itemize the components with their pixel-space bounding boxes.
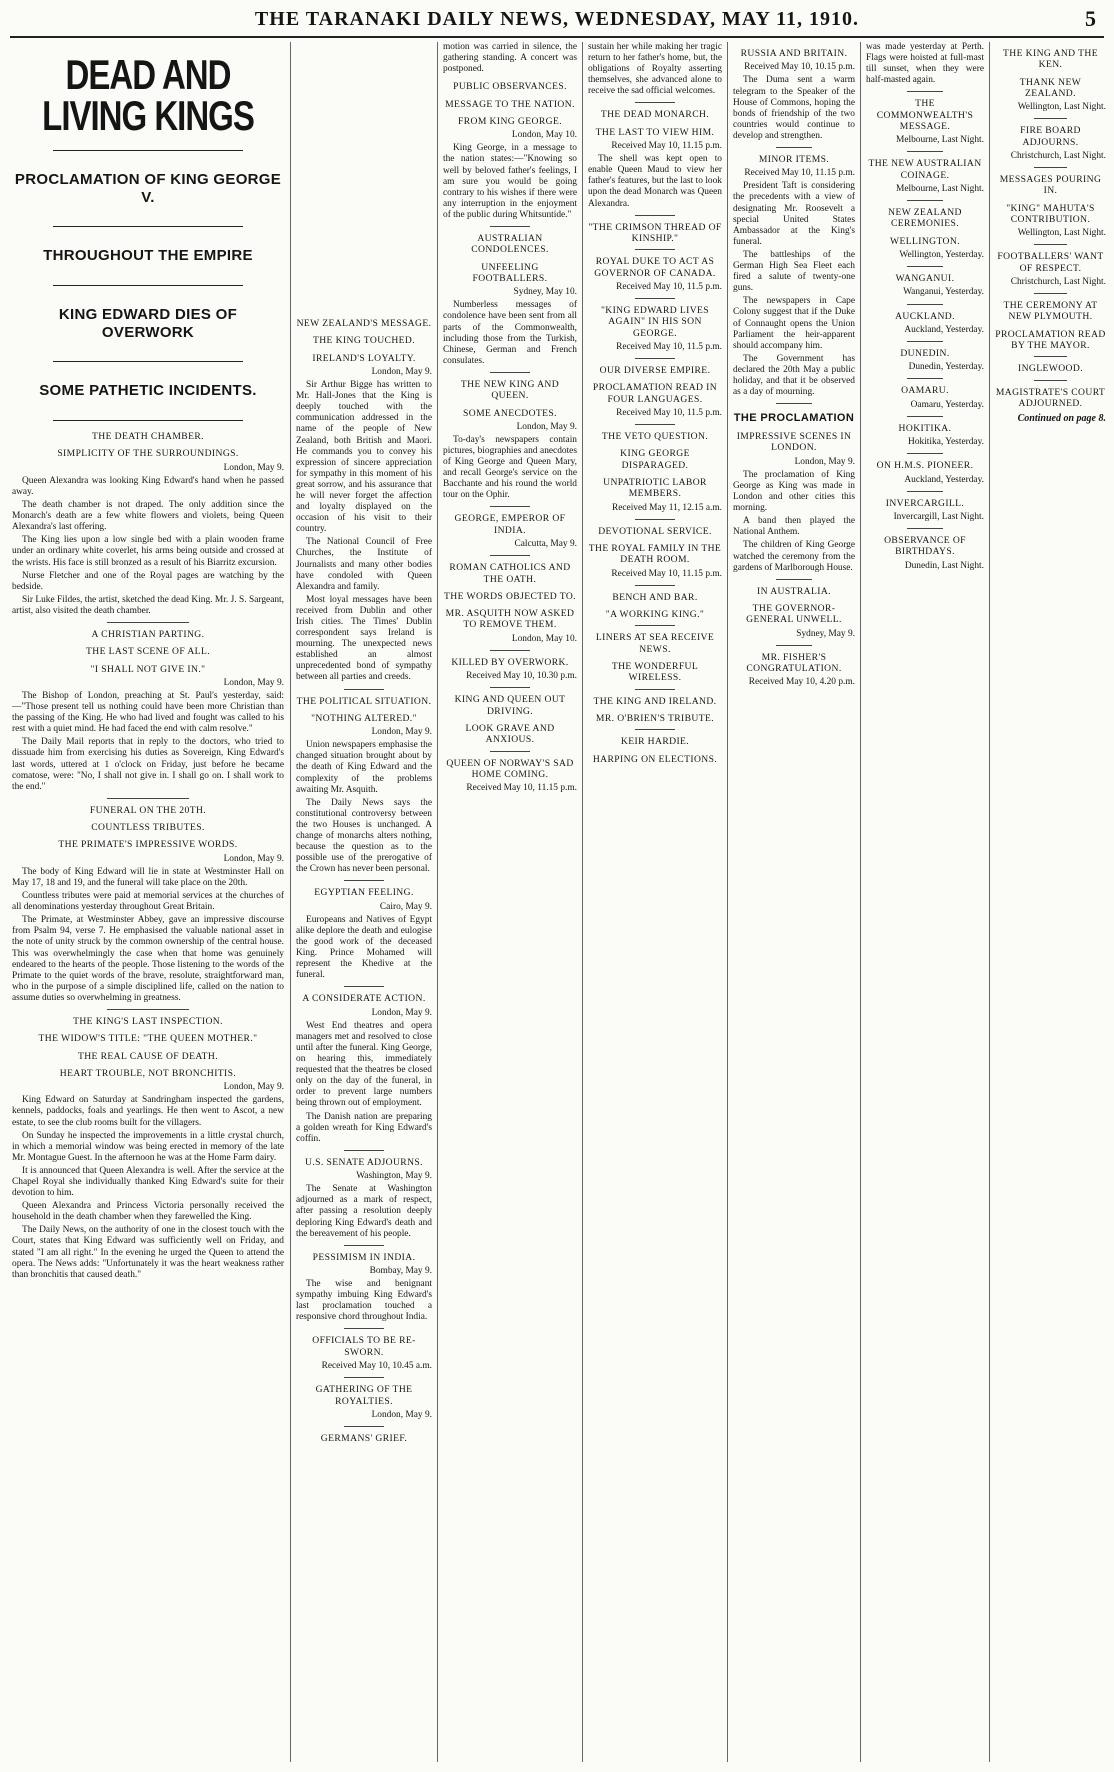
paragraph: Most loyal messages have been received from Dublin and other Irish cities. The Times' Dublin correspondent says Ireland is mourning. The unexpected news established an almost unprecedented bond of sympathy between all parties and creeds. [296,594,432,683]
divider [490,650,530,651]
section-heading: MAGISTRATE'S COURT ADJOURNED. [995,386,1106,409]
divider [107,1009,189,1010]
section-heading: EGYPTIAN FEELING. [314,887,414,899]
section-subheading: THE WORDS OBJECTED TO. [444,590,576,602]
paragraph: Queen Alexandra was looking King Edward's hand when he passed away. [12,475,284,497]
divider [344,1245,385,1246]
section-heading: "THE CRIMSON THREAD OF KINSHIP." [588,221,722,244]
section-heading: U.S. SENATE ADJOURNS. [305,1156,423,1168]
divider [776,403,813,404]
divider [344,1426,385,1427]
paragraph: The National Council of Free Churches, the Institute of Journalists and many other bodies have condoled with Queen Alexandra and family. [296,537,432,592]
dateline: Received May 10, 11.15 p.m. [744,168,855,179]
masthead-title: THE TARANAKI DAILY NEWS, WEDNESDAY, MAY 11, 1910. [254,8,860,30]
dateline: Wellington, Yesterday. [899,250,984,261]
section-heading: PESSIMISM IN INDIA. [312,1251,416,1263]
section-subheading: SIMPLICITY OF THE SURROUNDINGS. [57,448,239,460]
column-4 [588,42,722,1762]
deck-headline: PROCLAMATION OF KING GEORGE V. [14,171,282,206]
dateline: Received May 10, 4.20 p.m. [748,677,855,688]
column-rule [437,42,438,1762]
section-subheading: "I SHALL NOT GIVE IN." [90,663,206,675]
section-heading: THE KING'S LAST INSPECTION. [73,1016,223,1027]
dateline: Dunedin, Last Night. [904,560,984,571]
dateline: London, May 10. [511,130,577,141]
column-7 [995,42,1106,1762]
paragraph: The Primate, at Westminster Abbey, gave an impressive discourse from Psalm 94, verse 7. He emphasised the valuable national asset in the note of unity struck by the common ownership of the central house. This was overwhelmingly the case when that home was genuinely endeared to the hearts of the people. Those listening to the words of the Primate to the quiet words of the brave, resolute, straightforward man, who in the purpose of a simple disciplined life, called on the nation to assume duties so overwhelming in greatness. [12,915,284,1003]
section-subheading: FROM KING GEORGE. [457,115,563,127]
deck-headline: SOME PATHETIC INCIDENTS. [39,382,257,400]
section-heading: ROMAN CATHOLICS AND THE OATH. [449,562,571,585]
divider [907,453,942,454]
section-subheading: MESSAGE TO THE NATION. [445,98,575,110]
divider [907,491,942,492]
paragraph: King Edward on Saturday at Sandringham inspected the gardens, kennels, paddocks, foals and yearlings. He then went to Ascot, a new estate, to see the club rooms built for the villagers. [12,1095,284,1128]
dateline: Wellington, Last Night. [1017,102,1106,113]
divider [635,358,675,359]
dateline: London, May 9. [223,462,284,473]
divider [490,372,530,373]
divider [53,226,243,227]
divider [907,91,942,92]
section-heading: THE KING AND THE KEN. [1003,48,1098,71]
divider [490,226,530,227]
dateline: London, May 9. [794,456,855,467]
section-subheading: THE LAST SCENE OF ALL. [85,646,211,658]
paragraph: The Duma sent a warm telegram to the Speaker of the House of Commons, hoping the bonds of friendship of the two countries would continue to develop and strengthen. [733,75,855,141]
divider [1034,118,1067,119]
divider [53,420,243,421]
paragraph: Europeans and Natives of Egypt alike deplore the death and eulogise the good work of the deceased King. Prince Mohamed will represent the Khedive at the funeral. [296,914,432,981]
dateline: Invercargill, Last Night. [893,511,984,522]
section-heading: "KING EDWARD LIVES AGAIN" IN HIS SON GEORGE. [600,305,710,339]
paragraph: It is announced that Queen Alexandra is well. After the service at the Chapel Royal she individually thanked King Edward's suite for their devotion to him. [12,1165,284,1199]
section-heading: QUEEN OF NORWAY'S SAD HOME COMING. [446,757,574,780]
column-3 [443,42,577,1762]
section-subheading: THE WIDOW'S TITLE: "THE QUEEN MOTHER." [38,1033,258,1045]
dateline: London, May 10. [511,633,577,644]
section-heading: FOOTBALLERS' WANT OF RESPECT. [997,251,1104,274]
dateline: Received May 10, 10.45 a.m. [321,1361,432,1372]
section-subheading: IRELAND'S LOYALTY. [312,352,416,364]
section-heading: A CONSIDERATE ACTION. [302,993,426,1005]
paragraph: A band then played the National Anthem. [733,516,855,538]
column-rule [860,42,861,1762]
page-number: 5 [1085,6,1096,31]
section-heading: ROYAL DUKE TO ACT AS GOVERNOR OF CANADA. [594,256,716,279]
section-heading: THE VETO QUESTION. [601,431,709,443]
dateline: Hokitika, Yesterday. [908,437,984,448]
divider [635,102,675,103]
divider [344,986,385,987]
paragraph: The Senate at Washington adjourned as a mark of respect, after passing a resolution deeply deploring King Edward's death and the bereavement of his people. [296,1184,432,1239]
divider [53,361,243,362]
paragraph: The wise and benignant sympathy imbuing King Edward's last proclamation touched a responsive chord throughout India. [296,1279,432,1323]
continued-notice: Continued on page 8. [1017,413,1106,425]
dateline: Oamaru, Yesterday. [910,399,984,410]
divider [907,266,942,267]
paragraph: motion was carried in silence, the gathering standing. A concert was postponed. [443,42,577,75]
section-heading: KEIR HARDIE. [620,736,690,748]
paragraph: The shell was kept open to enable Queen Maud to view her father's features, but the last to look upon the dead Monarch was Queen Alexandra. [588,154,722,209]
section-subheading: LOOK GRAVE AND ANXIOUS. [465,722,555,746]
divider [344,689,385,690]
paragraph: Sir Luke Fildes, the artist, sketched the dead King. Mr. J. S. Sargeant, artist, also visited the death chamber. [12,594,284,616]
divider [53,285,243,286]
paragraph: To-day's newspapers contain pictures, biographies and anecdotes of King George and Queen Mary, and recall George's service on the Bacchante and his round the world tour on the Ophir. [443,434,577,501]
section-subheading: THE WONDERFUL WIRELESS. [611,661,699,684]
section-heading: FIRE BOARD ADJOURNS. [1020,125,1081,148]
dateline: Sydney, May 9. [796,628,855,639]
divider [907,416,942,417]
section-heading: OUR DIVERSE EMPIRE. [599,365,711,377]
dateline: Christchurch, Last Night. [1010,150,1106,161]
dateline: Melbourne, Last Night. [895,135,984,146]
divider [907,304,942,305]
dateline: Auckland, Yesterday. [904,474,984,485]
section-subheading: SOME ANECDOTES. [463,407,557,419]
section-subheading: THE GOVERNOR-GENERAL UNWELL. [746,603,842,626]
section-subheading: IMPRESSIVE SCENES IN LONDON. [736,431,852,454]
divider [776,147,813,148]
divider [490,687,530,688]
divider [635,215,675,216]
paragraph: The Daily Mail reports that in reply to the doctors, who tried to dissuade him from exercising his duties as Sovereign, King Edward's last words, uttered at 1 o'clock on Friday, just before he became comatose, were: "No, I shall not give in. I shall go on. I shall work to the end." [12,737,284,792]
section-heading: LINERS AT SEA RECEIVE NEWS. [595,632,715,655]
section-subheading: THE PRIMATE'S IMPRESSIVE WORDS. [58,839,238,851]
section-heading: THE KING AND IRELAND. [593,695,717,707]
masthead [0,0,1114,40]
divider [53,150,243,151]
section-heading: THE DEAD MONARCH. [600,109,710,121]
column-2 [296,312,432,1762]
paragraph: Countless tributes were paid at memorial services at the churches of all denominations yesterday throughout Great Britain. [12,891,284,913]
divider [635,519,675,520]
dateline: Received May 10, 10.30 p.m. [466,671,577,682]
paragraph: King George, in a message to the nation states:—"Knowing so well by beloved father's feelings, I am sure you would be going contrary to his wishes if there were any interruption in the enjoyment of the public during Whitsuntide." [443,143,577,220]
dateline: Cairo, May 9. [379,901,432,912]
dateline: Washington, May 9. [356,1171,432,1182]
section-subheading: PROCLAMATION READ BY THE MAYOR. [995,328,1106,352]
divider [344,1377,385,1378]
dateline: London, May 9. [223,677,284,688]
section-subheading: WELLINGTON. [889,235,961,247]
section-heading: DEVOTIONAL SERVICE. [598,525,712,537]
section-heading: WANGANUI. [895,273,955,285]
dateline: London, May 9. [371,727,432,738]
section-heading: THE COMMONWEALTH'S MESSAGE. [876,98,974,132]
dateline: Received May 10, 11.15 p.m. [611,141,722,152]
section-heading: GEORGE, EMPEROR OF INDIA. [454,513,566,536]
paragraph: Queen Alexandra and Princess Victoria personally received the household in the death chamber when they farewelled the King. [12,1201,284,1223]
dateline: Melbourne, Last Night. [895,184,984,195]
divider [1034,244,1067,245]
section-heading: OBSERVANCE OF BIRTHDAYS. [884,535,966,558]
divider [1034,293,1067,294]
paragraph: The King lies upon a low single bed with a plain wooden frame under an ordinary white coverlet, his arms being outside and crossed at the wrists. His face is still bronzed as a result of his Biarritz excursion. [12,535,284,568]
divider [635,298,675,299]
section-subheading: THE LAST TO VIEW HIM. [595,126,715,138]
dateline: Wanganui, Yesterday. [903,287,984,298]
paragraph: The body of King Edward will lie in state at Westminster Hall on May 17, 18 and 19, and the funeral will take place on the 20th. [12,866,284,888]
divider [907,528,942,529]
divider [776,579,813,580]
section-subheading: HEART TROUBLE, NOT BRONCHITIS. [59,1067,237,1079]
section-subheading: KING GEORGE DISPARAGED. [620,448,690,471]
divider [1034,380,1067,381]
divider [907,378,942,379]
column-rule [727,42,728,1762]
divider [907,200,942,201]
divider [907,151,942,152]
section-heading: PUBLIC OBSERVANCES. [453,81,567,93]
dateline: Calcutta, May 9. [514,539,577,550]
section-subheading: MR. O'BRIEN'S TRIBUTE. [595,712,715,724]
paragraph: On Sunday he inspected the improvements in a little crystal church, in which a memorial window was being erected in memory of the late Mr. Montague Guest. In the afternoon he was at the Home Farm dairy. [12,1130,284,1163]
dateline: London, May 9. [223,853,284,864]
divider [907,341,942,342]
dateline: Received May 10, 11.5 p.m. [616,341,722,352]
dateline: Received May 10, 10.15 p.m. [744,62,855,73]
paragraph: The Danish nation are preparing a golden wreath for King Edward's coffin. [296,1111,432,1144]
dateline: London, May 9. [223,1082,284,1093]
section-heading: MINOR ITEMS. [758,153,830,165]
section-heading: THE DEATH CHAMBER. [92,431,204,443]
paragraph: The children of King George watched the ceremony from the gardens of Marlborough House. [733,540,855,573]
section-subheading: THE KING TOUCHED. [312,335,416,347]
divider [344,880,385,881]
section-heading: KILLED BY OVERWORK. [451,656,569,668]
dateline: Auckland, Yesterday. [904,324,984,335]
section-subheading: "KING" MAHUTA'S CONTRIBUTION. [1006,202,1095,225]
section-subheading: UNFEELING FOOTBALLERS. [472,261,548,284]
dateline: Christchurch, Last Night. [1010,277,1106,288]
deck-headline: KING EDWARD DIES OF OVERWORK [58,306,238,341]
divider [635,729,675,730]
divider [107,798,189,799]
paragraph: sustain her while making her tragic return to her father's home, but, the obligations of Royalty asserting themselves, she advanced alone to receive the sad official welcomes. [588,42,722,97]
paragraph: The Daily News, on the authority of one in the closest touch with the Court, states that King Edward was sufficiently well on Friday, and stated "I am all right." In the evening he urged the Queen to attend the opera. The News adds: "Unfortunately it was the heart weakness rather than bronchitis that caused death." [12,1225,284,1280]
section-heading: OFFICIALS TO BE RE-SWORN. [312,1335,416,1358]
paragraph: The newspapers in Cape Colony suggest that if the Duke of Connaught opens the Union Parliament the heir-apparent should accompany him. [733,296,855,351]
section-heading: OAMARU. [901,385,949,397]
divider [107,622,189,623]
masthead-rule [10,36,1104,38]
divider [635,625,675,626]
paragraph: President Taft is considering the precedents with a view of designating Mr. Roosevelt a special United States Ambassador at the King's funeral. [733,181,855,247]
divider [635,585,675,586]
section-heading: GATHERING OF THE ROYALTIES. [315,1384,413,1407]
paragraph: The Government has declared the 20th May a public holiday, and that it be observed as a day of mourning. [733,353,855,398]
section-subheading: "A WORKING KING." [605,609,705,621]
dateline: Received May 10, 11.15 p.m. [466,783,577,794]
column-1 [12,42,284,1762]
paragraph: The Bishop of London, preaching at St. Paul's yesterday, said:—"Those present tell us nothing could have been more Christian than the passing of the King. He who had lived and fought was called to his rest with a quiet mind. He had faced the end with calm resolve." [12,691,284,735]
dateline: London, May 9. [371,366,432,377]
divider [344,1150,385,1151]
divider [1034,356,1067,357]
section-subheading: "NOTHING ALTERED." [311,712,417,724]
section-heading: FUNERAL ON THE 20TH. [89,804,207,816]
section-heading: GERMANS' GRIEF. [320,1432,408,1444]
section-heading: AUCKLAND. [895,310,955,322]
section-heading: KING AND QUEEN OUT DRIVING. [454,694,566,717]
section-heading: HOKITIKA. [898,422,952,434]
section-heading: MR. FISHER'S CONGRATULATION. [746,651,842,675]
section-heading: ON H.M.S. PIONEER. [876,460,974,472]
column-rule [582,42,583,1762]
paragraph: Nurse Fletcher and one of the Royal pages are watching by the bedside. [12,570,284,592]
paragraph: The Daily News says the constitutional controversy between the two Houses is unchanged. A change of monarchs alters nothing, because the question as to the possible use of the prerogative of the Crown has never been personal. [296,797,432,875]
section-subheading: PROCLAMATION READ IN FOUR LANGUAGES. [592,382,718,405]
section-subheading: UNPATRIOTIC LABOR MEMBERS. [603,477,707,500]
column-6 [866,42,984,1762]
section-subheading: THANK NEW ZEALAND. [1019,76,1082,99]
section-heading: DUNEDIN. [900,347,950,359]
main-headline: DEAD AND LIVING KINGS [42,51,254,139]
dateline: Received May 10, 11.5 p.m. [616,281,722,292]
dateline: Received May 11, 12.15 a.m. [611,502,722,513]
section-heading: IN AUSTRALIA. [757,585,831,597]
section-heading: NEW ZEALAND CEREMONIES. [888,207,962,230]
dateline: London, May 9. [371,1409,432,1420]
paragraph: Numberless messages of condolence have been sent from all parts of the Commonwealth, including those from the Turkish, Chinese, German and French consulates. [443,300,577,366]
column-5 [733,42,855,1762]
section-subheading: COUNTLESS TRIBUTES. [91,822,205,834]
section-heading: THE POLITICAL SITUATION. [296,695,432,707]
divider [490,506,530,507]
section-heading-bold: THE PROCLAMATION [733,412,855,425]
dateline: Sydney, May 10. [513,287,577,298]
divider [490,555,530,556]
divider [1034,167,1067,168]
section-heading: THE CEREMONY AT NEW PLYMOUTH. [1003,300,1098,323]
column-rule [989,42,990,1762]
section-heading: A CHRISTIAN PARTING. [91,628,205,640]
section-heading: MESSAGES POURING IN. [999,174,1102,197]
section-subheading: MR. ASQUITH NOW ASKED TO REMOVE THEM. [445,608,575,631]
paragraph: Union newspapers emphasise the changed situation brought about by the death of King Edward and the complexity of the problems awaiting Mr. Asquith. [296,740,432,795]
section-heading: RUSSIA AND BRITAIN. [740,48,848,59]
dateline: London, May 9. [371,1007,432,1018]
paragraph: West End theatres and opera managers met and resolved to close until after the funeral. King George, on hearing this, immediately requested that the theatres be closed only on the day of the funeral, in order to prevent large numbers being thrown out of employment. [296,1020,432,1109]
section-heading: NEW ZEALAND'S MESSAGE. [296,318,432,329]
dateline: Received May 10, 11.15 p.m. [611,568,722,579]
paragraph: was made yesterday at Perth. Flags were hoisted at full-mast till sunset, when they were half-masted again. [866,42,984,86]
section-heading: INGLEWOOD. [1017,363,1083,375]
divider [490,751,530,752]
divider [635,249,675,250]
dateline: Received May 10, 11.5 p.m. [616,407,722,418]
section-heading: THE NEW AUSTRALIAN COINAGE. [868,158,982,181]
section-subheading: THE ROYAL FAMILY IN THE DEATH ROOM. [588,543,722,566]
section-heading: BENCH AND BAR. [612,591,698,603]
paragraph: The battleships of the German High Sea Fleet each fired a salute of twenty-one guns. [733,249,855,294]
section-subheading: THE REAL CAUSE OF DEATH. [77,1050,219,1062]
column-rule [290,42,291,1762]
divider [635,689,675,690]
dateline: Dunedin, Yesterday. [908,362,984,373]
dateline: Wellington, Last Night. [1017,228,1106,239]
paragraph: The proclamation of King George as King was made in London and other cities this morning. [733,469,855,514]
dateline: Bombay, May 9. [369,1266,432,1276]
section-subheading: HARPING ON ELECTIONS. [592,753,718,765]
divider [635,424,675,425]
dateline: London, May 9. [516,421,577,432]
paragraph: Sir Arthur Bigge has written to Mr. Hall-Jones that the King is deeply touched with the communication addressed in the name of the people of New Zealand, both British and Maori. He commands you to convey his expression of sincere appreciation for sympathy in this moment of his great sorrow, and his assurance that he will never forget the affection and loyalty displayed on the occasion of his visit to their country. [296,380,432,535]
section-heading: THE NEW KING AND QUEEN. [460,378,560,402]
paragraph: The death chamber is not draped. The only addition since the Monarch's death are a few white flowers and violets, being Queen Alexandra's last offering. [12,500,284,533]
section-heading: AUSTRALIAN CONDOLENCES. [471,232,549,256]
divider [776,645,813,646]
section-heading: INVERCARGILL. [885,497,965,509]
deck-headline: THROUGHOUT THE EMPIRE [43,247,253,265]
divider [344,1328,385,1329]
